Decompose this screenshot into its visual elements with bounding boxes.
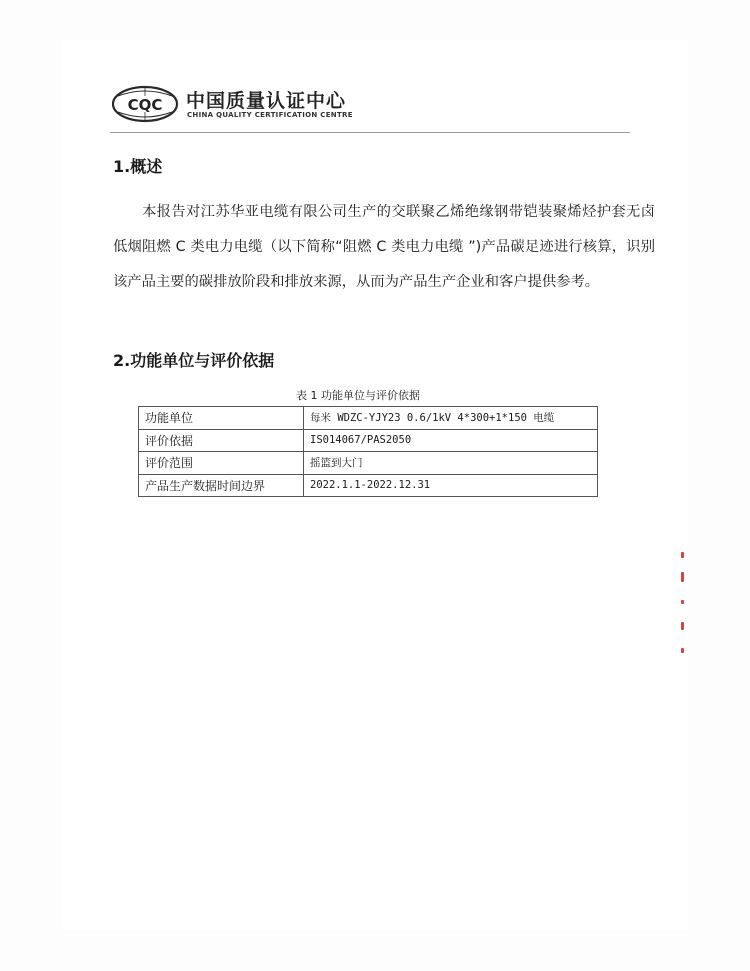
table-row	[139, 429, 598, 452]
table-row	[139, 474, 598, 497]
seal-edge-mark	[681, 622, 684, 630]
row-value: IS014067/PAS2050	[304, 429, 598, 452]
table-row	[139, 452, 598, 475]
row-value: 摇篮到大门	[304, 452, 598, 475]
seal-edge-mark	[681, 552, 684, 558]
row-key: 评价依据	[139, 429, 304, 452]
org-name-cn: 中国质量认证中心	[186, 90, 347, 112]
section-2-heading: 2.功能单位与评价依据	[113, 351, 275, 370]
org-name-en: CHINA QUALITY CERTIFICATION CENTRE	[187, 111, 353, 119]
cqc-logo	[110, 84, 180, 124]
seal-edge-mark	[681, 600, 684, 604]
table-row	[139, 407, 598, 430]
seal-edge-mark	[681, 648, 684, 653]
table-caption: 表 1 功能单位与评价依据	[296, 389, 420, 402]
row-key: 功能单位	[139, 407, 304, 430]
row-value: 2022.1.1-2022.12.31	[304, 474, 598, 497]
seal-edge-mark	[681, 572, 684, 582]
row-value: 每米 WDZC-YJY23 0.6/1kV 4*300+1*150 电缆	[304, 407, 598, 430]
row-key: 评价范围	[139, 452, 304, 475]
logo-text: CQC	[127, 96, 163, 114]
section-1-heading: 1.概述	[113, 157, 163, 176]
functional-unit-table	[138, 406, 598, 497]
section-1-paragraph: 本报告对江苏华亚电缆有限公司生产的交联聚乙烯绝缘钢带铠装聚烯烃护套无卤低烟阻燃 C 类电力电缆（以下简称“阻燃 C 类电力电缆 ”)产品碳足迹进行核算，识别该产品主要的碳排放阶段和排放来源，从而为产品生产企业和客户提供参考。	[113, 204, 655, 290]
letterhead	[110, 80, 630, 133]
row-key: 产品生产数据时间边界	[139, 474, 304, 497]
